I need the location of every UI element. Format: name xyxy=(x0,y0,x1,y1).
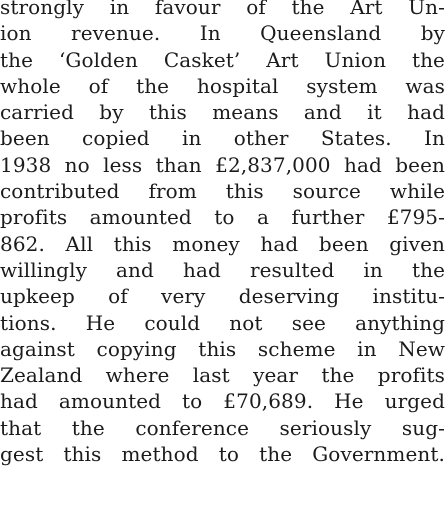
text-line: whole of the hospital system was xyxy=(0,73,445,98)
text-line: the ‘Golden Casket’ Art Union the xyxy=(0,47,445,72)
text-line: willingly and had resulted in the xyxy=(0,257,445,282)
text-line: carried by this means and it had xyxy=(0,100,445,125)
text-line: contributed from this source while xyxy=(0,179,445,204)
text-line: gest this method to the Government. xyxy=(0,442,445,467)
text-line: 862. All this money had been given xyxy=(0,231,445,256)
text-line: tions. He could not see anything xyxy=(0,310,445,335)
text-line: strongly in favour of the Art Un- xyxy=(0,0,445,19)
text-line: had amounted to £70,689. He urged xyxy=(0,389,445,414)
text-line: ion revenue. In Queensland by xyxy=(0,21,445,46)
text-line: against copying this scheme in New xyxy=(0,336,445,361)
text-line: 1938 no less than £2,837,000 had been xyxy=(0,152,445,177)
text-line: profits amounted to a further £795- xyxy=(0,205,445,230)
text-line: that the conference seriously sug- xyxy=(0,415,445,440)
text-line: been copied in other States. In xyxy=(0,126,445,151)
text-line: upkeep of very deserving institu- xyxy=(0,284,445,309)
text-line: Zealand where last year the profits xyxy=(0,363,445,388)
